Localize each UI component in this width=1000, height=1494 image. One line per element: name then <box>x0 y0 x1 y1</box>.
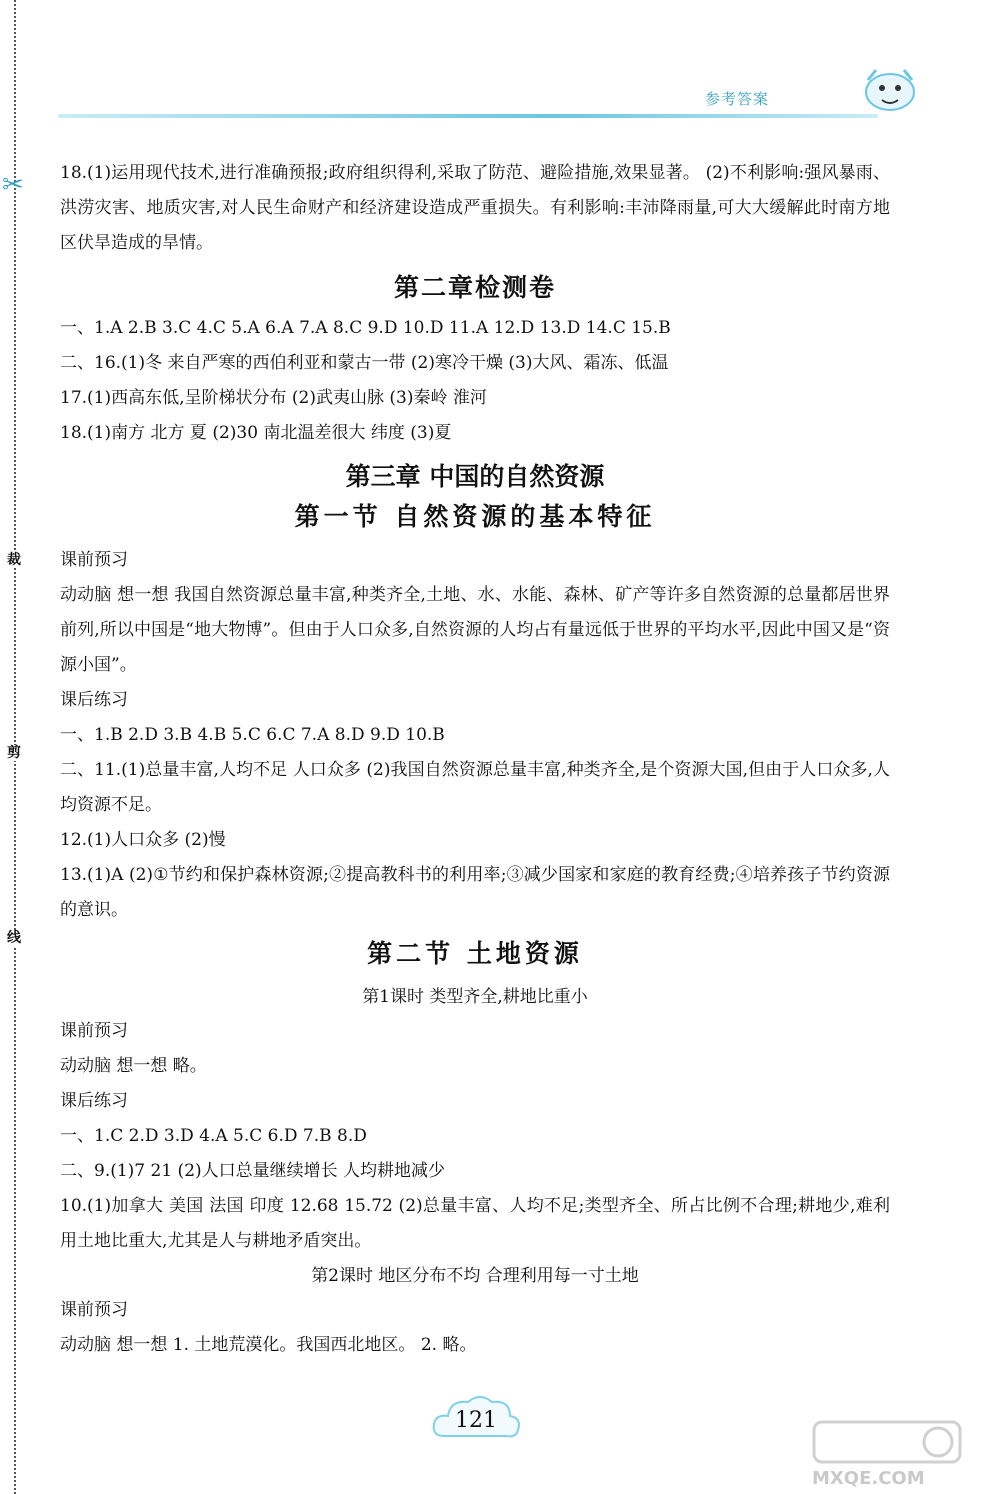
lesson-title: 第2课时 地区分布不均 合理利用每一寸土地 <box>311 1266 639 1286</box>
answer-line: 18.(1)南方 北方 夏 (2)30 南北温差很大 纬度 (3)夏 <box>60 423 452 443</box>
subheading: 课前预习 <box>60 1300 128 1320</box>
header-tag: 参考答案 <box>705 90 770 108</box>
answer-line: 动动脑 想一想 略。 <box>60 1056 207 1076</box>
cartoon-icon <box>860 60 920 120</box>
section-title: 第二节 土地资源 <box>367 939 583 968</box>
answer-line: 12.(1)人口众多 (2)慢 <box>60 830 226 850</box>
answer-paragraph: 18.(1)运用现代技术,进行准确预报;政府组织得利,采取了防范、避险措施,效果显著。 (2)不利影响:强风暴雨、洪涝灾害、地质灾害,对人民生命财产和经济建设造成严重损失。有利影响:丰沛降雨量,可大大缓解此时南方地区伏旱造成的旱情。 <box>60 163 890 253</box>
page-number-badge <box>430 1388 522 1446</box>
answer-line: 一、1.B 2.D 3.B 4.B 5.C 6.C 7.A 8.D 9.D 10.B <box>60 725 445 745</box>
cut-label: 剪 <box>7 745 21 761</box>
answer-line: 一、1.C 2.D 3.D 4.A 5.C 6.D 7.B 8.D <box>60 1126 367 1146</box>
watermark <box>812 1420 992 1492</box>
scissors-icon: ✂ <box>2 170 24 200</box>
chapter-test-title: 第二章检测卷 <box>393 273 556 302</box>
answer-paragraph: 动动脑 想一想 我国自然资源总量丰富,种类齐全,土地、水、水能、森林、矿产等许多自然资源的总量都居世界前列,所以中国是“地大物博”。但由于人口众多,自然资源的人均占有量远低于世界的平均水平,因此中国又是“资源小国”。 <box>60 585 890 675</box>
subheading: 课前预习 <box>60 550 128 570</box>
watermark-url: MXQE.COM <box>812 1468 925 1489</box>
answer-line: 二、16.(1)冬 来自严寒的西伯利亚和蒙古一带 (2)寒冷干燥 (3)大风、霜冻、低温 <box>60 353 669 373</box>
answer-line: 动动脑 想一想 1. 土地荒漠化。我国西北地区。 2. 略。 <box>60 1335 477 1355</box>
lesson-title: 第1课时 类型齐全,耕地比重小 <box>362 987 588 1007</box>
answer-paragraph: 10.(1)加拿大 美国 法国 印度 12.68 15.72 (2)总量丰富、人均不足;类型齐全、所占比例不合理;耕地少,难利用土地比重大,尤其是人与耕地矛盾突出。 <box>60 1196 890 1251</box>
subheading: 课后练习 <box>60 690 128 710</box>
cut-label: 线 <box>7 930 21 946</box>
section-title: 第一节 自然资源的基本特征 <box>294 502 656 531</box>
subheading: 课后练习 <box>60 1091 128 1111</box>
cut-label: 裁 <box>7 552 21 568</box>
answer-line: 二、9.(1)7 21 (2)人口总量继续增长 人均耕地减少 <box>60 1161 446 1181</box>
answer-paragraph: 13.(1)A (2)①节约和保护森林资源;②提高教科书的利用率;③减少国家和家庭的教育经费;④培养孩子节约资源的意识。 <box>60 865 890 920</box>
answer-line: 17.(1)西高东低,呈阶梯状分布 (2)武夷山脉 (3)秦岭 淮河 <box>60 388 487 408</box>
header-line <box>58 114 878 118</box>
answer-content <box>60 156 890 1363</box>
page-number: 121 <box>455 1408 497 1433</box>
answer-line: 一、1.A 2.B 3.C 4.C 5.A 6.A 7.A 8.C 9.D 10.D 11.A 12.D 13.D 14.C 15.B <box>60 318 671 338</box>
chapter-title: 第三章 中国的自然资源 <box>345 462 605 491</box>
watermark-logo-icon <box>812 1420 962 1464</box>
answer-paragraph: 二、11.(1)总量丰富,人均不足 人口众多 (2)我国自然资源总量丰富,种类齐全,是个资源大国,但由于人口众多,人均资源不足。 <box>60 760 890 815</box>
subheading: 课前预习 <box>60 1021 128 1041</box>
